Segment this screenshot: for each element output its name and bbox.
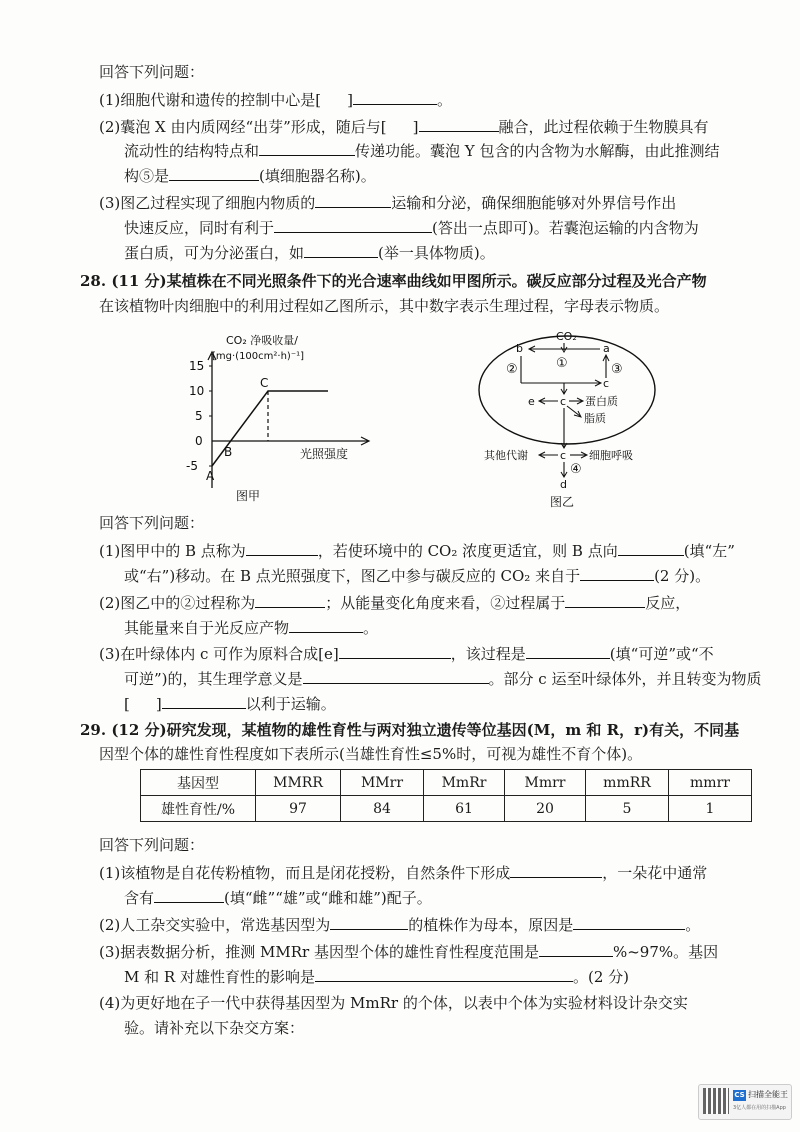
other-metabolism-label: 其他代谢: [484, 449, 528, 462]
figure-yi-caption: 图乙: [550, 495, 575, 509]
q29-part2: (2)人工杂交实验中，常选基因型为 的植株作为母本，原因是 。: [99, 916, 701, 934]
answer-blank[interactable]: [162, 693, 246, 709]
figure-yi-diagram: [474, 326, 674, 510]
process-4-label: ④: [570, 462, 582, 477]
q29-stem-line2: 因型个体的雄性育性程度如下表所示(当雄性育性≤5%时，可视为雄性不育个体)。: [99, 745, 643, 763]
answer-blank[interactable]: [618, 540, 684, 556]
q27-part3-line3: 蛋白质，可为分泌蛋白，如 (举一具体物质)。: [124, 244, 495, 262]
figure-jia-graph: [180, 328, 380, 508]
fertility-value-cell: 1: [669, 796, 752, 822]
answer-blank[interactable]: [315, 966, 573, 982]
q28-part1-line2: 或“右”)移动。在 B 点光照强度下，图乙中参与碳反应的 CO₂ 来自于 (2 分)。: [124, 567, 711, 585]
table-header-cell: 雄性育性/%: [141, 796, 256, 822]
q27-part2-line3: 构⑤是 (填细胞器名称)。: [124, 167, 376, 185]
substance-c-bottom-label: c: [560, 449, 567, 462]
answer-blank[interactable]: [154, 887, 224, 903]
fertility-value-cell: 20: [505, 796, 586, 822]
q29-part1-line1: (1)该植物是自花传粉植物，而且是闭花授粉，自然条件下形成 ，一朵花中通常: [99, 864, 708, 882]
answer-blank[interactable]: [304, 242, 378, 258]
answer-blank[interactable]: [330, 914, 408, 930]
q28-intro: 回答下列问题：: [99, 514, 205, 532]
answer-blank[interactable]: [419, 116, 499, 132]
q29-part4-line1: (4)为更好地在子一代中获得基因型为 MmRr 的个体，以表中个体为实验材料设计杂交实: [99, 994, 688, 1012]
protein-label: 蛋白质: [585, 395, 618, 408]
answer-blank[interactable]: [339, 643, 451, 659]
substance-e-label: e: [528, 395, 535, 408]
genotype-cell: mmrr: [669, 770, 752, 796]
table-row: [141, 770, 752, 796]
x-axis-label: 光照强度: [300, 447, 349, 461]
q28-stem-line2: 在该植物叶肉细胞中的利用过程如乙图所示，其中数字表示生理过程，字母表示物质。: [99, 297, 670, 315]
q28-part3-line2: 可逆”)的，其生理学意义是 。部分 c 运至叶绿体外，并且转变为物质: [124, 670, 762, 688]
genotype-cell: MMRR: [256, 770, 341, 796]
q27-intro: 回答下列问题：: [99, 63, 205, 81]
figure-jia-caption: 图甲: [236, 489, 261, 503]
y-tick-label: 5: [195, 409, 203, 423]
q28-part3-line1: (3)在叶绿体内 c 可作为原料合成[e] ，该过程是 (填“可逆”或“不: [99, 645, 714, 663]
process-3-label: ③: [611, 362, 623, 377]
substance-a-label: a: [603, 342, 610, 355]
substance-d-label: d: [560, 478, 567, 491]
q29-intro: 回答下列问题：: [99, 836, 205, 854]
substance-b-label: b: [516, 342, 523, 355]
point-c-label: C: [260, 376, 269, 390]
fertility-value-cell: 61: [424, 796, 505, 822]
q28-part1-line1: (1)图甲中的 B 点称为 ，若使环境中的 CO₂ 浓度更适宜，则 B 点向 (填“左”: [99, 542, 735, 560]
q29-part4-line2: 验。请补充以下杂交方案：: [124, 1019, 305, 1037]
genotype-fertility-table: [140, 769, 752, 822]
answer-blank[interactable]: [526, 643, 610, 659]
process-2-label: ②: [506, 362, 518, 377]
q28-part3-line3: [ ] 以利于运输。: [124, 695, 336, 713]
q28-part2-line1: (2)图乙中的②过程称为 ；从能量变化角度来看，②过程属于 反应，: [99, 594, 691, 612]
q28-part2-line2: 其能量来自于光反应产物 。: [124, 619, 379, 637]
scanner-app-name: 扫描全能王: [748, 1090, 788, 1099]
y-tick-label: 10: [189, 384, 205, 398]
y-tick-label: 0: [195, 434, 203, 448]
q29-part1-line2: 含有 (填“雌”“雄”或“雌和雄”)配子。: [124, 889, 432, 907]
answer-blank[interactable]: [274, 217, 432, 233]
q27-part2-line1: (2)囊泡 X 由内质网经“出芽”形成，随后与[ ] 融合，此过程依赖于生物膜具有: [99, 118, 709, 136]
q29-part3-line2: M 和 R 对雄性育性的影响是 。(2 分): [124, 968, 629, 986]
cell-respiration-label: 细胞呼吸: [589, 449, 633, 462]
answer-blank[interactable]: [303, 668, 489, 684]
table-row: [141, 796, 752, 822]
scanner-tagline: 3亿人都在用的扫描App: [733, 1105, 786, 1111]
table-header-cell: 基因型: [141, 770, 256, 796]
genotype-cell: MMrr: [341, 770, 424, 796]
point-a-label: A: [206, 469, 215, 483]
q29-stem-line1: 29. (12 分)研究发现，某植物的雄性育性与两对独立遗传等位基因(M，m 和 R，r)有关，不同基: [80, 721, 740, 739]
substance-c-label: c: [603, 377, 610, 390]
q29-part3-line1: (3)据表数据分析，推测 MMRr 基因型个体的雄性育性程度范围是 %~97%。基因: [99, 943, 719, 961]
answer-blank[interactable]: [315, 192, 391, 208]
q27-part3-line1: (3)图乙过程实现了细胞内物质的 运输和分泌，确保细胞能够对外界信号作出: [99, 194, 677, 212]
answer-blank[interactable]: [255, 592, 325, 608]
lipid-label: 脂质: [584, 412, 606, 425]
q27-part3-line2: 快速反应，同时有利于 (答出一点即可)。若囊泡运输的内含物为: [124, 219, 699, 237]
answer-blank[interactable]: [259, 140, 355, 156]
chloroplast-outline: [479, 336, 655, 444]
answer-blank[interactable]: [246, 540, 318, 556]
substance-c-center-label: c: [560, 395, 567, 408]
scanner-watermark: [698, 1084, 792, 1120]
genotype-cell: MmRr: [424, 770, 505, 796]
answer-blank[interactable]: [510, 862, 602, 878]
answer-blank[interactable]: [289, 617, 363, 633]
camscanner-logo-icon: CS: [734, 1091, 745, 1099]
answer-blank[interactable]: [573, 914, 685, 930]
genotype-cell: Mmrr: [505, 770, 586, 796]
fertility-value-cell: 5: [586, 796, 669, 822]
genotype-cell: mmRR: [586, 770, 669, 796]
y-axis-label-line1: CO₂ 净吸收量/: [226, 334, 298, 347]
answer-blank[interactable]: [580, 565, 654, 581]
point-b-label: B: [224, 445, 233, 459]
q27-part1: (1)细胞代谢和遗传的控制中心是[ ] 。: [99, 91, 452, 109]
y-tick-label: -5: [186, 459, 198, 473]
fertility-value-cell: 84: [341, 796, 424, 822]
q27-part2-line2: 流动性的结构特点和 传递功能。囊泡 Y 包含的内含物为水解酶，由此推测结: [124, 142, 720, 160]
answer-blank[interactable]: [539, 941, 613, 957]
y-axis-label-line2: [mg·(100cm²·h)⁻¹]: [212, 351, 305, 362]
y-tick-label: 15: [189, 359, 205, 373]
answer-blank[interactable]: [169, 165, 259, 181]
qr-code-icon: [703, 1088, 729, 1114]
fertility-value-cell: 97: [256, 796, 341, 822]
answer-blank[interactable]: [353, 89, 437, 105]
co2-label: CO₂: [556, 330, 577, 343]
process-1-label: ①: [556, 356, 568, 371]
answer-blank[interactable]: [565, 592, 645, 608]
q28-stem-line1: 28. (11 分)某植株在不同光照条件下的光合速率曲线如甲图所示。碳反应部分过程及光合产物: [80, 272, 707, 290]
